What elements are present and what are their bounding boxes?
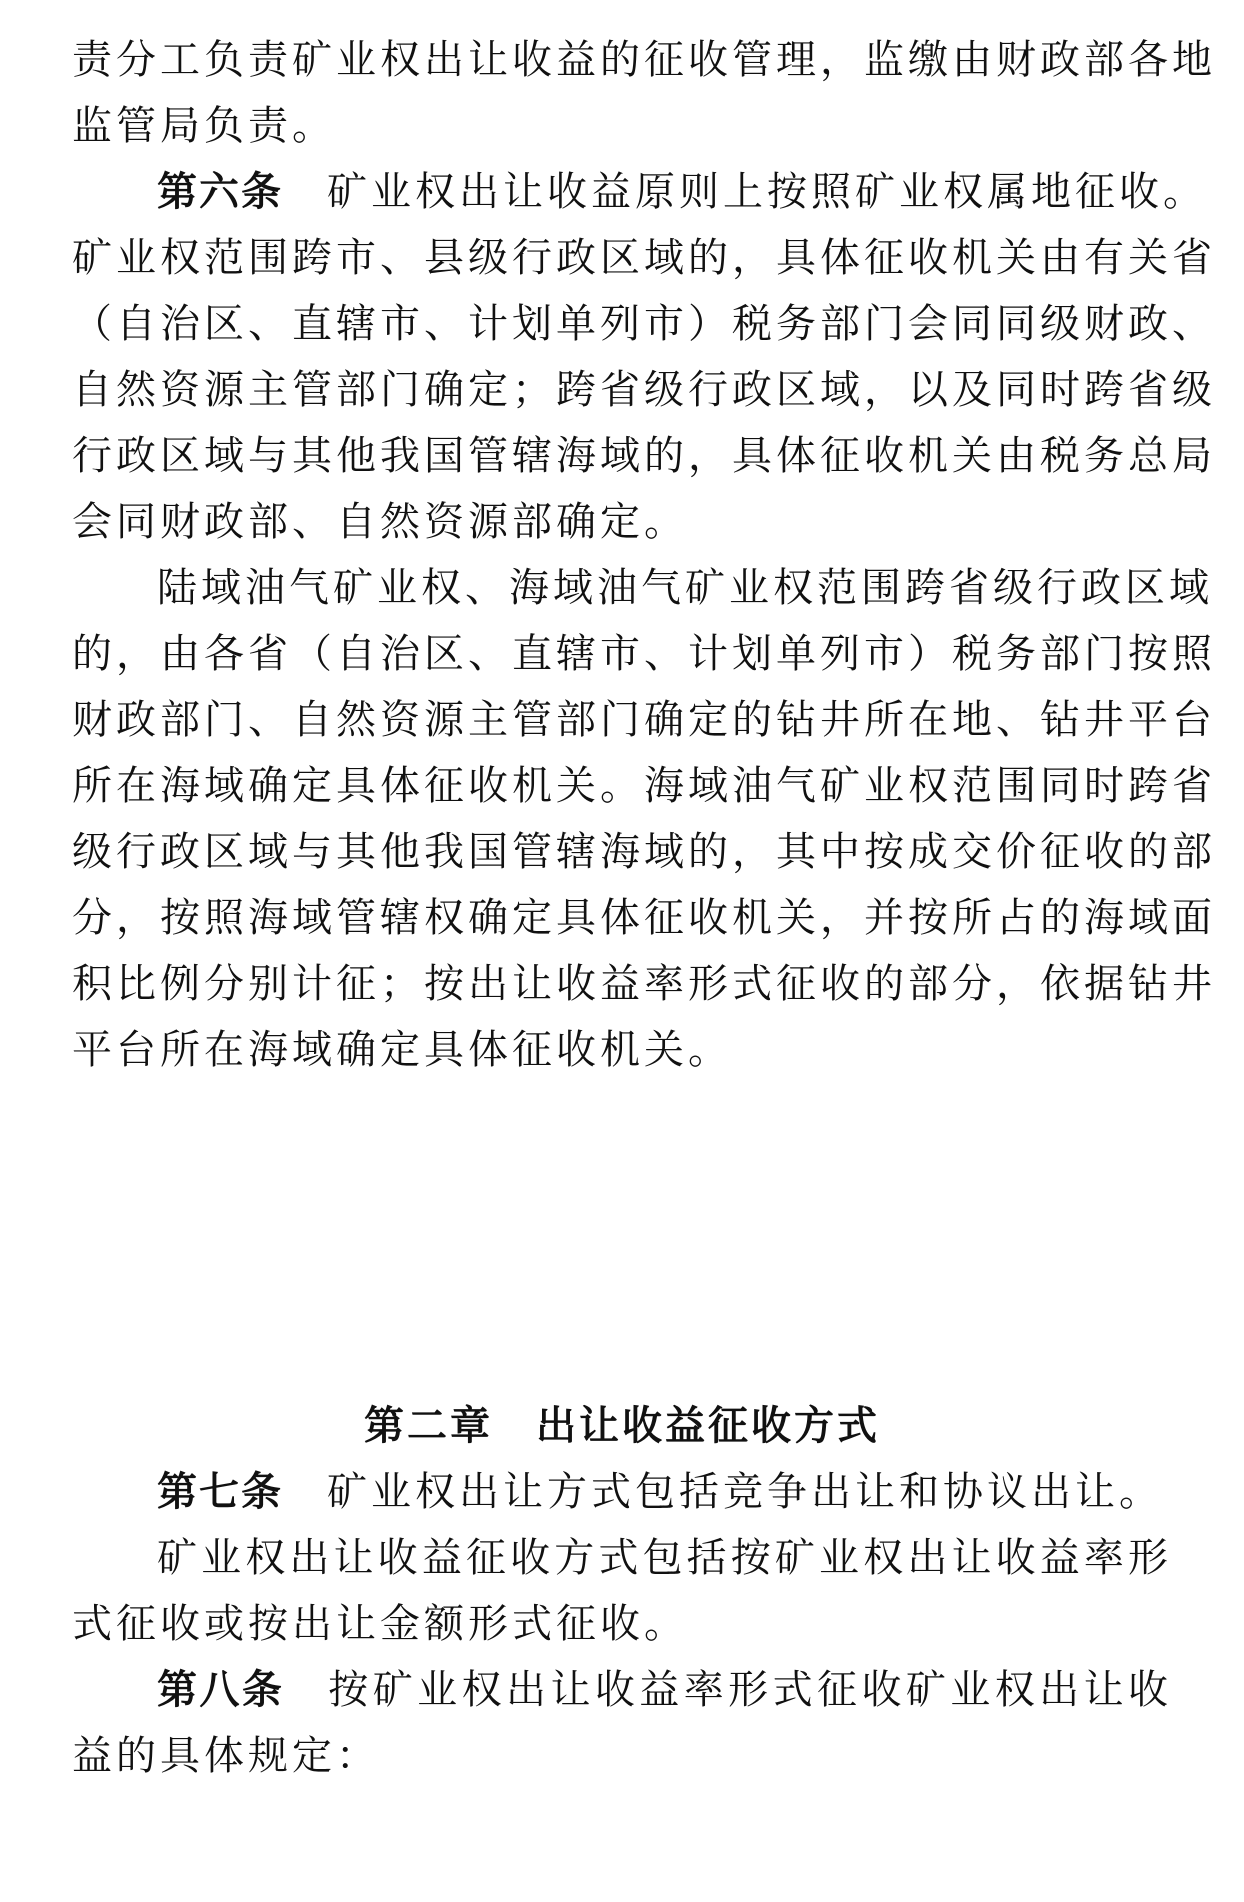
- paragraph-line: 矿业权出让收益征收方式包括按矿业权出让收益率形: [157, 1535, 1172, 1581]
- paragraph-line: 财政部门、自然资源主管部门确定的钻井所在地、钻井平台: [72, 697, 1216, 743]
- paragraph-line: 积比例分别计征；按出让收益率形式征收的部分，依据钻井: [72, 961, 1216, 1007]
- paragraph-line: （自治区、直辖市、计划单列市）税务部门会同同级财政、: [72, 301, 1216, 347]
- paragraph-line: 的，由各省（自治区、直辖市、计划单列市）税务部门按照: [72, 631, 1216, 677]
- article-6-text: 矿业权出让收益原则上按照矿业权属地征收。: [327, 169, 1207, 215]
- paragraph-line: 矿业权范围跨市、县级行政区域的，具体征收机关由有关省: [72, 235, 1216, 281]
- paragraph-line: 会同财政部、自然资源部确定。: [72, 499, 688, 545]
- paragraph-line: 级行政区域与其他我国管辖海域的，其中按成交价征收的部: [72, 829, 1216, 875]
- article-8-label: 第八条: [157, 1667, 285, 1713]
- paragraph-line: 监管局负责。: [72, 103, 336, 149]
- paragraph-line: 自然资源主管部门确定；跨省级行政区域，以及同时跨省级: [72, 367, 1216, 413]
- paragraph-line: 平台所在海域确定具体征收机关。: [72, 1027, 732, 1073]
- paragraph-line: 陆域油气矿业权、海域油气矿业权范围跨省级行政区域: [157, 565, 1213, 611]
- chapter-heading: 第二章 出让收益征收方式: [364, 1403, 880, 1449]
- paragraph-line: 益的具体规定：: [72, 1733, 380, 1779]
- paragraph-line: 分，按照海域管辖权确定具体征收机关，并按所占的海域面: [72, 895, 1216, 941]
- article-7-text: 矿业权出让方式包括竞争出让和协议出让。: [327, 1469, 1163, 1515]
- paragraph-line: 行政区域与其他我国管辖海域的，具体征收机关由税务总局: [72, 433, 1216, 479]
- article-7-label: 第七条: [157, 1469, 283, 1515]
- paragraph-line: 所在海域确定具体征收机关。海域油气矿业权范围同时跨省: [72, 763, 1216, 809]
- article-8-text: 按矿业权出让收益率形式征收矿业权出让收: [328, 1667, 1173, 1713]
- article-6-label: 第六条: [157, 169, 283, 215]
- paragraph-line: 式征收或按出让金额形式征收。: [72, 1601, 688, 1647]
- paragraph-line: 责分工负责矿业权出让收益的征收管理，监缴由财政部各地: [72, 37, 1216, 83]
